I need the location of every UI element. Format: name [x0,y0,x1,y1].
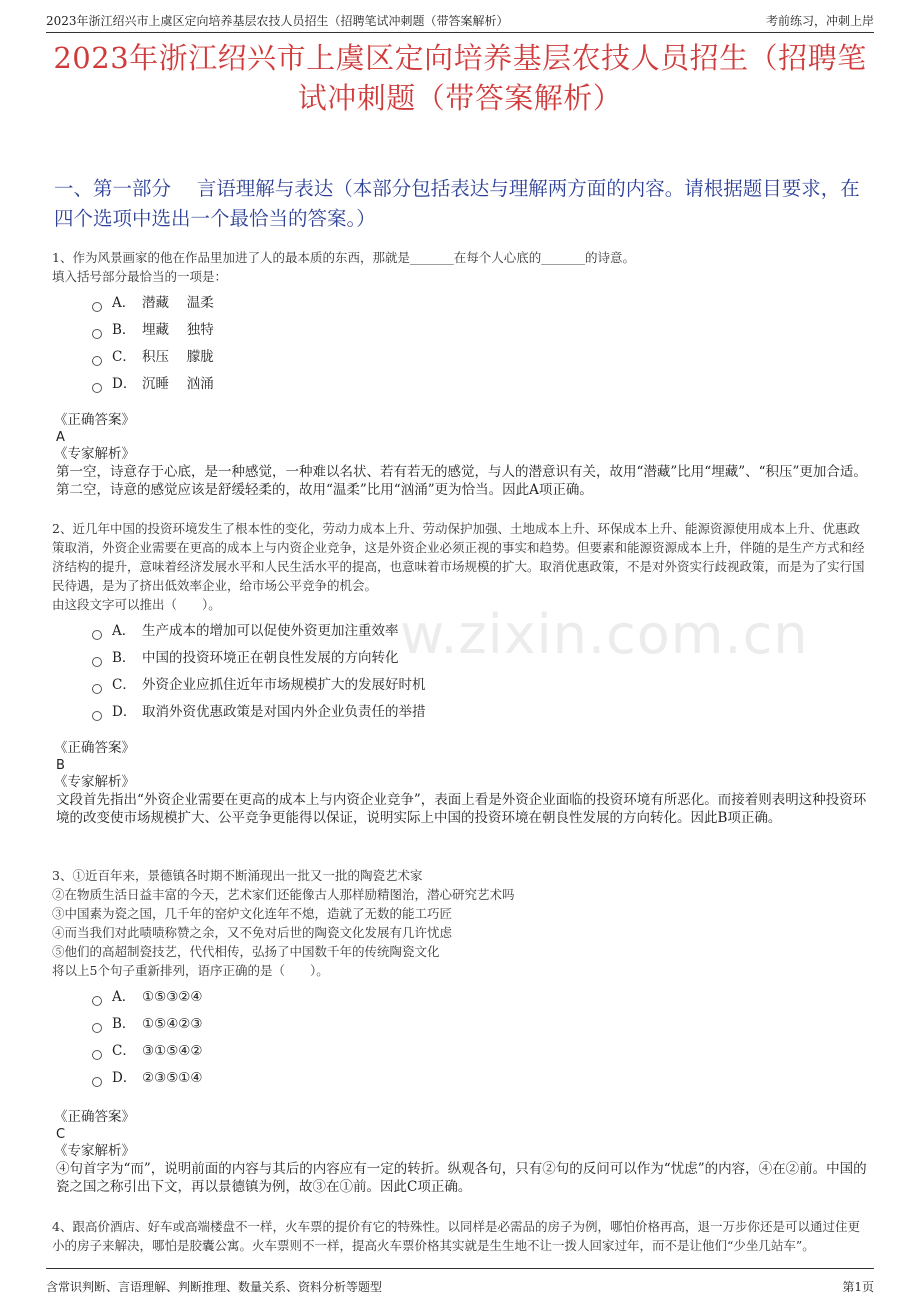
question-4 [52,1217,868,1255]
option-d[interactable] [52,1065,868,1092]
question-stem-line: ④而当我们对此啧啧称赞之余，又不免对后世的陶瓷文化发展有几许忧虑 [52,925,453,940]
watermark: w.zixin.com.cn [400,603,809,666]
answer-value: B [56,758,65,773]
option-a[interactable] [52,618,868,645]
option-letter: B． [112,650,136,666]
options-list [52,618,868,726]
question-stem-line: ⑤他们的高超制瓷技艺，代代相传，弘扬了中国数千年的传统陶瓷文化 [52,944,440,959]
option-letter: D． [112,704,137,720]
radio-icon[interactable] [92,996,102,1006]
option-d[interactable] [52,371,868,398]
analysis-label: 《专家解析》 [54,774,135,790]
question-prompt: 填入括号部分最恰当的一项是： [52,269,228,284]
option-letter: D． [112,1070,137,1086]
section-heading: 一、第一部分 言语理解与表达（本部分包括表达与理解两方面的内容。请根据题目要求，在四个选项中选出一个最恰当的答案。） [54,177,860,230]
page-footer [46,1268,874,1295]
option-text: 埋藏 独特 [142,322,214,338]
option-letter: C． [112,349,136,365]
radio-icon[interactable] [92,711,102,721]
radio-icon[interactable] [92,1050,102,1060]
option-b[interactable] [52,645,868,672]
question-2 [52,519,868,726]
page-number: 第1页 [842,1280,874,1294]
option-text: 积压 朦胧 [142,349,214,365]
option-letter: B． [112,1016,136,1032]
header-title: 2023年浙江绍兴市上虞区定向培养基层农技人员招生（招聘笔试冲刺题（带答案解析） [46,14,509,28]
question-stem-line: ②在物质生活日益丰富的今天，艺术家们还能像古人那样励精图治，潜心研究艺术吗 [52,887,515,902]
option-a[interactable] [52,984,868,1011]
option-text: 沉睡 汹涌 [142,376,214,392]
option-c[interactable] [52,1038,868,1065]
option-text: ②③⑤①④ [142,1070,203,1086]
footer-note: 含常识判断、言语理解、判断推理、数量关系、资料分析等题型 [46,1280,383,1294]
option-letter: D． [112,376,137,392]
page-header [46,9,874,33]
option-c[interactable] [52,344,868,371]
answer-label: 《正确答案》 [54,1109,135,1125]
option-letter: A． [112,623,136,639]
question-1 [52,248,868,398]
option-text: ①⑤④②③ [142,1016,203,1032]
answer-value: A [56,430,65,445]
option-c[interactable] [52,672,868,699]
option-letter: B． [112,322,136,338]
answer-block-2 [54,740,868,827]
option-text: 取消外资优惠政策是对国内外企业负责任的举措 [142,704,426,720]
option-a[interactable] [52,290,868,317]
option-text: 外资企业应抓住近年市场规模扩大的发展好时机 [142,677,426,693]
answer-block-3 [54,1109,868,1196]
answer-block-1 [54,412,868,499]
document-title: 2023年浙江绍兴市上虞区定向培养基层农技人员招生（招聘笔试冲刺题（带答案解析） [53,41,867,115]
analysis-text: 文段首先指出“外资企业需要在更高的成本上与内资企业竞争”，表面上看是外资企业面临的投资环境有所恶化。而接着则表明这种投资环境的改变使市场规模扩大、公平竞争更能得以保证，说明实际上中国的投资环境在朝良性发展的方向转化。因此B项正确。 [56,792,867,826]
option-letter: C． [112,1043,136,1059]
radio-icon[interactable] [92,630,102,640]
radio-icon[interactable] [92,684,102,694]
analysis-label: 《专家解析》 [54,1143,135,1159]
analysis-text: 第一空，诗意存于心底，是一种感觉，一种难以名状、若有若无的感觉，与人的潜意识有关，故用“潜藏”比用“埋藏”、“积压”更加合适。第二空，诗意的感觉应该是舒缓轻柔的，故用“温柔”比用“汹涌”更为恰当。因此A项正确。 [56,464,867,498]
answer-label: 《正确答案》 [54,740,135,756]
analysis-label: 《专家解析》 [54,446,135,462]
question-prompt: 由这段文字可以推出（ ）。 [52,597,221,612]
radio-icon[interactable] [92,356,102,366]
option-letter: C． [112,677,136,693]
options-list [52,984,868,1092]
question-stem-line: ③中国素为瓷之国，几千年的窑炉文化连年不熄，造就了无数的能工巧匠 [52,906,453,921]
option-text: ③①⑤④② [142,1043,203,1059]
option-text: ①⑤③②④ [142,989,203,1005]
question-stem: 4、跟高价酒店、好车或高端楼盘不一样，火车票的提价有它的特殊性。以同样是必需品的房子为例，哪怕价格再高，退一万步你还是可以通过住更小的房子来解决，哪怕是胶囊公寓。火车票则不一样，提高火车票价格其实就是生生地不让一拨人回家过年，而不是让他们“少坐几站车”。 [52,1219,860,1253]
question-stem: 2、近几年中国的投资环境发生了根本性的变化，劳动力成本上升、劳动保护加强、土地成本上升、环保成本上升、能源资源使用成本上升、优惠政策取消，外资企业需要在更高的成本上与内资企业竞争，这是外资企业必须正视的事实和趋势。但要素和能源资源成本上升，伴随的是生产方式和经济结构的提升，意味着经济发展水平和人民生活水平的提高，也意味着市场规模的扩大。取消优惠政策，不是对外资实行歧视政策，而是为了实行国民待遇，是为了挤出低效率企业，给市场公平竞争的机会。 [52,521,865,593]
option-letter: A． [112,989,136,1005]
question-3 [52,866,868,1092]
analysis-text: ④句首字为“而”，说明前面的内容与其后的内容应有一定的转折。纵观各句，只有②句的反问可以作为“忧虑”的内容，④在②前。中国的瓷之国之称引出下文，再以景德镇为例，故③在①前。因此C项正确。 [56,1161,867,1195]
question-prompt: 将以上5个句子重新排列，语序正确的是（ ）。 [52,963,329,978]
option-text: 潜藏 温柔 [142,295,214,311]
options-list [52,290,868,398]
radio-icon[interactable] [92,1023,102,1033]
option-text: 生产成本的增加可以促使外资更加注重效率 [142,623,399,639]
radio-icon[interactable] [92,1077,102,1087]
question-stem: 1、作为风景画家的他在作品里加进了人的最本质的东西，那就是_______在每个人心底的_______的诗意。 [52,250,635,265]
radio-icon[interactable] [92,329,102,339]
answer-label: 《正确答案》 [54,412,135,428]
question-stem-line: 3、①近百年来，景德镇各时期不断涌现出一批又一批的陶瓷艺术家 [52,868,423,883]
answer-value: C [56,1127,66,1142]
radio-icon[interactable] [92,302,102,312]
radio-icon[interactable] [92,657,102,667]
option-b[interactable] [52,317,868,344]
radio-icon[interactable] [92,383,102,393]
header-slogan: 考前练习，冲刺上岸 [765,14,874,28]
option-b[interactable] [52,1011,868,1038]
option-letter: A． [112,295,136,311]
option-d[interactable] [52,699,868,726]
option-text: 中国的投资环境正在朝良性发展的方向转化 [142,650,399,666]
